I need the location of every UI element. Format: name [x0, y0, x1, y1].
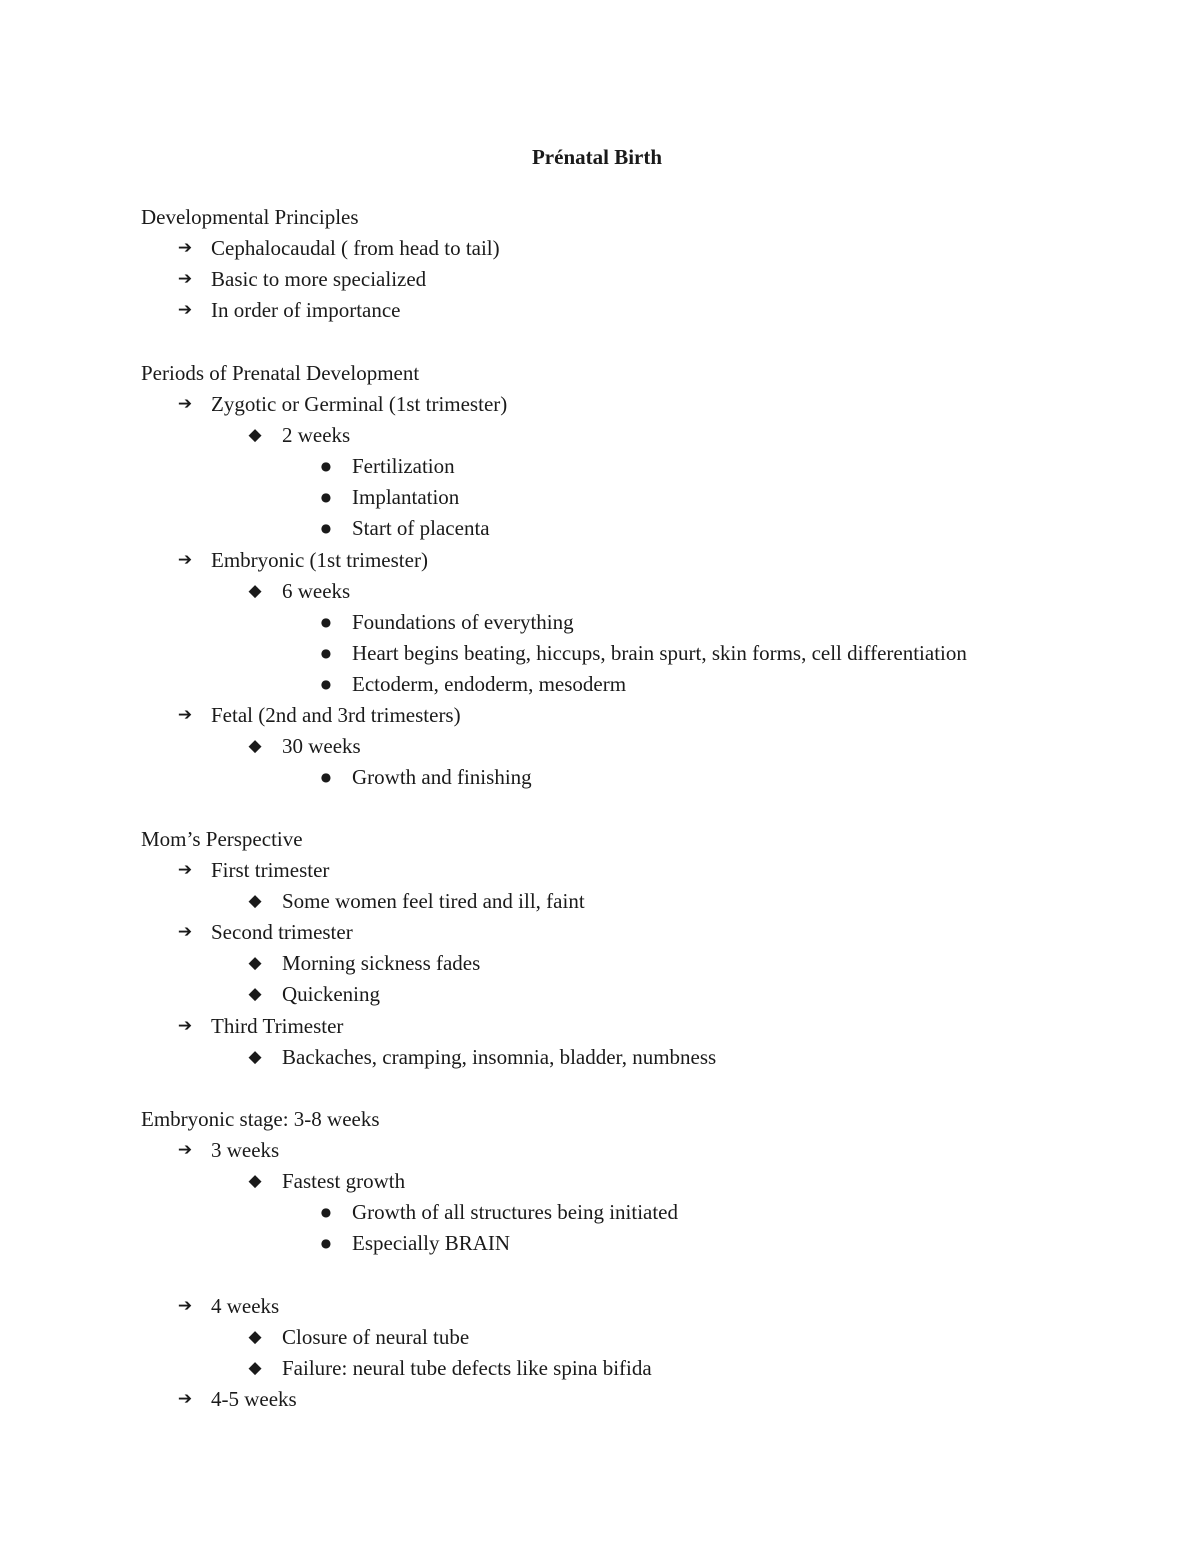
list-item-level-1	[141, 700, 1141, 731]
list-item-text: Growth and finishing	[352, 765, 532, 790]
list-item-level-3	[141, 669, 1141, 700]
list-item-level-1	[141, 233, 1141, 264]
list-item-level-3	[141, 762, 1141, 793]
dot-bullet-icon: ●	[320, 1205, 332, 1220]
list-item-text: 6 weeks	[282, 578, 351, 603]
diamond-bullet-icon: ◆	[248, 953, 262, 974]
arrow-bullet-icon: ➔	[177, 238, 193, 259]
list-item-text: Backaches, cramping, insomnia, bladder, numbness	[282, 1044, 717, 1069]
list-item-text: First trimester	[211, 858, 330, 883]
list-item-level-3	[141, 513, 1141, 544]
list-item-text: Third Trimester	[211, 1013, 344, 1038]
list-item-text: 3 weeks	[211, 1138, 280, 1163]
list-item-level-2	[141, 979, 1141, 1010]
list-item-level-3	[141, 638, 1141, 669]
section-heading: Embryonic stage: 3-8 weeks	[141, 1107, 380, 1131]
diamond-bullet-icon: ◆	[248, 580, 262, 601]
arrow-bullet-icon: ➔	[177, 705, 193, 726]
list-item-level-2	[141, 886, 1141, 917]
list-item-text: Embryonic (1st trimester)	[211, 547, 428, 572]
dot-bullet-icon: ●	[320, 614, 332, 629]
list-item-text: Start of placenta	[352, 516, 490, 541]
diamond-bullet-icon: ◆	[248, 1326, 262, 1347]
dot-bullet-icon: ●	[320, 676, 332, 691]
diamond-bullet-icon: ◆	[248, 891, 262, 912]
arrow-bullet-icon: ➔	[177, 269, 193, 290]
list-item-level-3	[141, 451, 1141, 482]
list-item-text: Morning sickness fades	[282, 951, 481, 976]
list-item-level-1	[141, 855, 1141, 886]
diamond-bullet-icon: ◆	[248, 736, 262, 757]
dot-bullet-icon: ●	[320, 770, 332, 785]
diamond-bullet-icon: ◆	[248, 425, 262, 446]
list-item-level-1	[141, 389, 1141, 420]
list-item-level-1	[141, 545, 1141, 576]
list-item-text: Second trimester	[211, 920, 353, 945]
list-item-level-1	[141, 295, 1141, 326]
diamond-bullet-icon: ◆	[248, 1046, 262, 1067]
section-embryonic-stage	[141, 1104, 1141, 1415]
list-item-text: Ectoderm, endoderm, mesoderm	[352, 671, 627, 696]
arrow-bullet-icon: ➔	[177, 860, 193, 881]
list-item-level-1	[141, 1135, 1141, 1166]
list-item-level-2	[141, 1166, 1141, 1197]
list-item-level-1	[141, 264, 1141, 295]
dot-bullet-icon: ●	[320, 490, 332, 505]
arrow-bullet-icon: ➔	[177, 549, 193, 570]
section-developmental-principles	[141, 202, 1141, 326]
dot-bullet-icon: ●	[320, 645, 332, 660]
diamond-bullet-icon: ◆	[248, 984, 262, 1005]
diamond-bullet-icon: ◆	[248, 1171, 262, 1192]
list-item-text: Implantation	[352, 485, 460, 510]
list-item-level-2	[141, 1353, 1141, 1384]
list-item-text: Fetal (2nd and 3rd trimesters)	[211, 703, 461, 728]
list-item-text: 4 weeks	[211, 1293, 280, 1318]
list-item-level-3	[141, 482, 1141, 513]
list-item-text: Growth of all structures being initiated	[352, 1200, 679, 1225]
section-heading: Developmental Principles	[141, 205, 359, 229]
section-heading: Periods of Prenatal Development	[141, 361, 420, 385]
list-item-text: Zygotic or Germinal (1st trimester)	[211, 392, 508, 417]
section-heading: Mom’s Perspective	[141, 827, 303, 851]
list-item-text: In order of importance	[211, 298, 401, 323]
list-item-text: 2 weeks	[282, 423, 351, 448]
list-item-text: Heart begins beating, hiccups, brain spurt, skin forms, cell differentiation	[352, 640, 967, 665]
list-item-text: Failure: neural tube defects like spina bifida	[282, 1355, 652, 1380]
list-item-text: 30 weeks	[282, 734, 361, 759]
list-item-level-2	[141, 948, 1141, 979]
arrow-bullet-icon: ➔	[177, 1295, 193, 1316]
blank-line	[141, 1259, 1141, 1290]
arrow-bullet-icon: ➔	[177, 1388, 193, 1409]
arrow-bullet-icon: ➔	[177, 300, 193, 321]
list-item-text: Basic to more specialized	[211, 267, 427, 292]
list-item-text: Fastest growth	[282, 1169, 406, 1194]
list-item-level-3	[141, 607, 1141, 638]
list-item-level-1	[141, 1384, 1141, 1415]
list-item-text: Quickening	[282, 982, 380, 1007]
list-item-level-2	[141, 420, 1141, 451]
section-moms-perspective	[141, 824, 1141, 1073]
list-item-level-2	[141, 1042, 1141, 1073]
list-item-text: Closure of neural tube	[282, 1324, 470, 1349]
dot-bullet-icon: ●	[320, 459, 332, 474]
arrow-bullet-icon: ➔	[177, 922, 193, 943]
arrow-bullet-icon: ➔	[177, 394, 193, 415]
list-item-level-1	[141, 1291, 1141, 1322]
list-item-level-3	[141, 1197, 1141, 1228]
list-item-text: Cephalocaudal ( from head to tail)	[211, 236, 500, 261]
list-item-level-2	[141, 576, 1141, 607]
list-item-text: Foundations of everything	[352, 609, 574, 634]
list-item-text: Some women feel tired and ill, faint	[282, 889, 585, 914]
section-periods-of-prenatal-development	[141, 358, 1141, 793]
arrow-bullet-icon: ➔	[177, 1015, 193, 1036]
dot-bullet-icon: ●	[320, 1236, 332, 1251]
list-item-level-3	[141, 1228, 1141, 1259]
list-item-text: Fertilization	[352, 454, 455, 479]
list-item-text: Especially BRAIN	[352, 1231, 511, 1256]
arrow-bullet-icon: ➔	[177, 1140, 193, 1161]
list-item-level-1	[141, 917, 1141, 948]
dot-bullet-icon: ●	[320, 521, 332, 536]
diamond-bullet-icon: ◆	[248, 1357, 262, 1378]
list-item-level-1	[141, 1011, 1141, 1042]
list-item-level-2	[141, 731, 1141, 762]
document-title: Prénatal Birth	[531, 145, 663, 169]
list-item-text: 4-5 weeks	[211, 1386, 297, 1411]
list-item-level-2	[141, 1322, 1141, 1353]
